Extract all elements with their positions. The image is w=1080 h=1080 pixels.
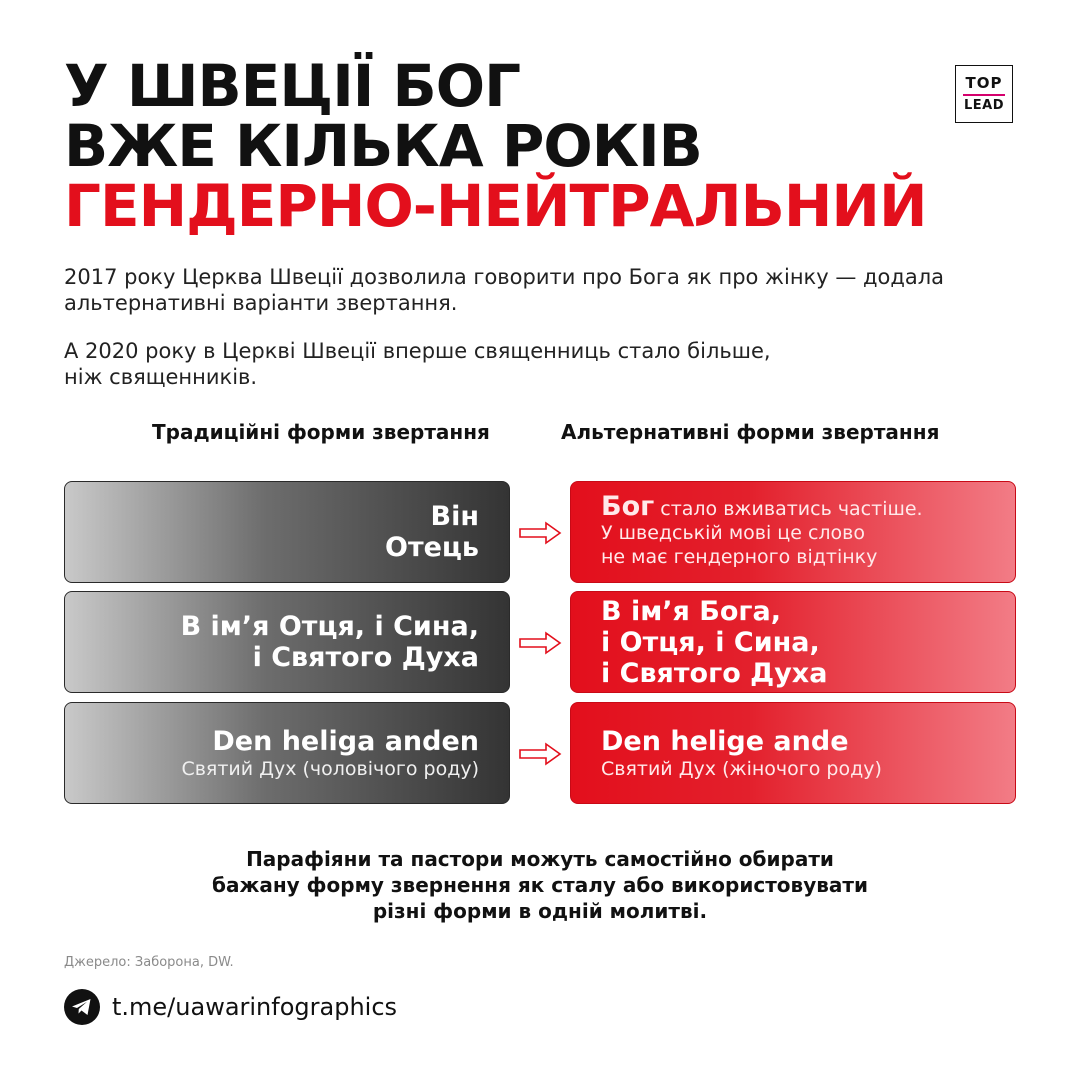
alternative-form-box-1 [570, 481, 1016, 583]
traditional-form-3-translation: Святий Дух (чоловічого роду) [181, 757, 479, 780]
traditional-column-heading: Традиційні форми звертання [152, 420, 490, 444]
bottom-note-line-2: бажану форму звернення як сталу або використовувати [212, 873, 868, 897]
alternative-form-2-line-3: і Святого Духа [601, 657, 828, 689]
bottom-note [90, 846, 990, 924]
alternative-form-1-note-3: не має гендерного відтінку [601, 546, 878, 568]
traditional-form-2-line-1: В ім’я Отця, і Сина, [180, 611, 479, 642]
intro-paragraph-2-line-1: А 2020 року в Церкві Швеції вперше священниць стало більше, [64, 339, 771, 363]
logo-top-text: TOP [965, 74, 1003, 92]
top-lead-logo [955, 65, 1013, 123]
bottom-note-line-1: Парафіяни та пастори можуть самостійно обирати [246, 847, 834, 871]
alternative-form-1-line-1 [601, 491, 923, 522]
alternative-form-box-3 [570, 702, 1016, 804]
alternative-form-3-translation: Святий Дух (жіночого роду) [601, 757, 882, 780]
alternative-form-2-line-1: В ім’я Бога, [601, 595, 782, 627]
telegram-icon[interactable] [64, 989, 100, 1025]
logo-divider [963, 94, 1005, 96]
arrow-right-icon [518, 631, 562, 655]
telegram-channel-link[interactable]: t.me/uawarinfographics [112, 993, 398, 1021]
alternative-form-2-line-2: і Отця, і Сина, [601, 626, 820, 658]
alternative-form-box-2 [570, 591, 1016, 693]
traditional-form-3-phrase: Den heliga anden [212, 725, 479, 757]
traditional-form-box-1 [64, 481, 510, 583]
alternative-form-1-note-2: У шведській мові це слово [601, 522, 865, 544]
alternative-form-1-note-1: стало вживатись частіше. [660, 498, 923, 520]
traditional-form-2-line-2: і Святого Духа [252, 642, 479, 673]
traditional-form-box-2 [64, 591, 510, 693]
title-line-2: ВЖЕ КІЛЬКА РОКІВ [64, 112, 702, 180]
bottom-note-line-3: різні форми в одній молитві. [372, 899, 708, 923]
intro-paragraph-1: 2017 року Церква Швеції дозволила говорити про Бога як про жінку — додала альтернативні варіанти звертання. [64, 265, 945, 315]
arrow-right-icon [518, 742, 562, 766]
alternative-form-1-word: Бог [601, 491, 655, 522]
intro-paragraph-2-line-2: ніж священників. [64, 365, 258, 389]
alternative-column-heading: Альтернативні форми звертання [561, 420, 940, 444]
traditional-form-1-line-1: Він [430, 501, 479, 532]
source-credit: Джерело: Заборона, DW. [64, 955, 234, 970]
traditional-form-1-line-2: Отець [385, 532, 479, 563]
title-line-1: У ШВЕЦІЇ БОГ [64, 52, 521, 120]
alternative-form-3-phrase: Den helige ande [601, 725, 849, 757]
page-title [64, 52, 927, 240]
title-line-3: ГЕНДЕРНО-НЕЙТРАЛЬНИЙ [64, 172, 927, 240]
arrow-right-icon [518, 521, 562, 545]
logo-bottom-text: LEAD [963, 98, 1005, 113]
traditional-form-box-3 [64, 702, 510, 804]
intro-paragraph-2 [64, 338, 1024, 390]
